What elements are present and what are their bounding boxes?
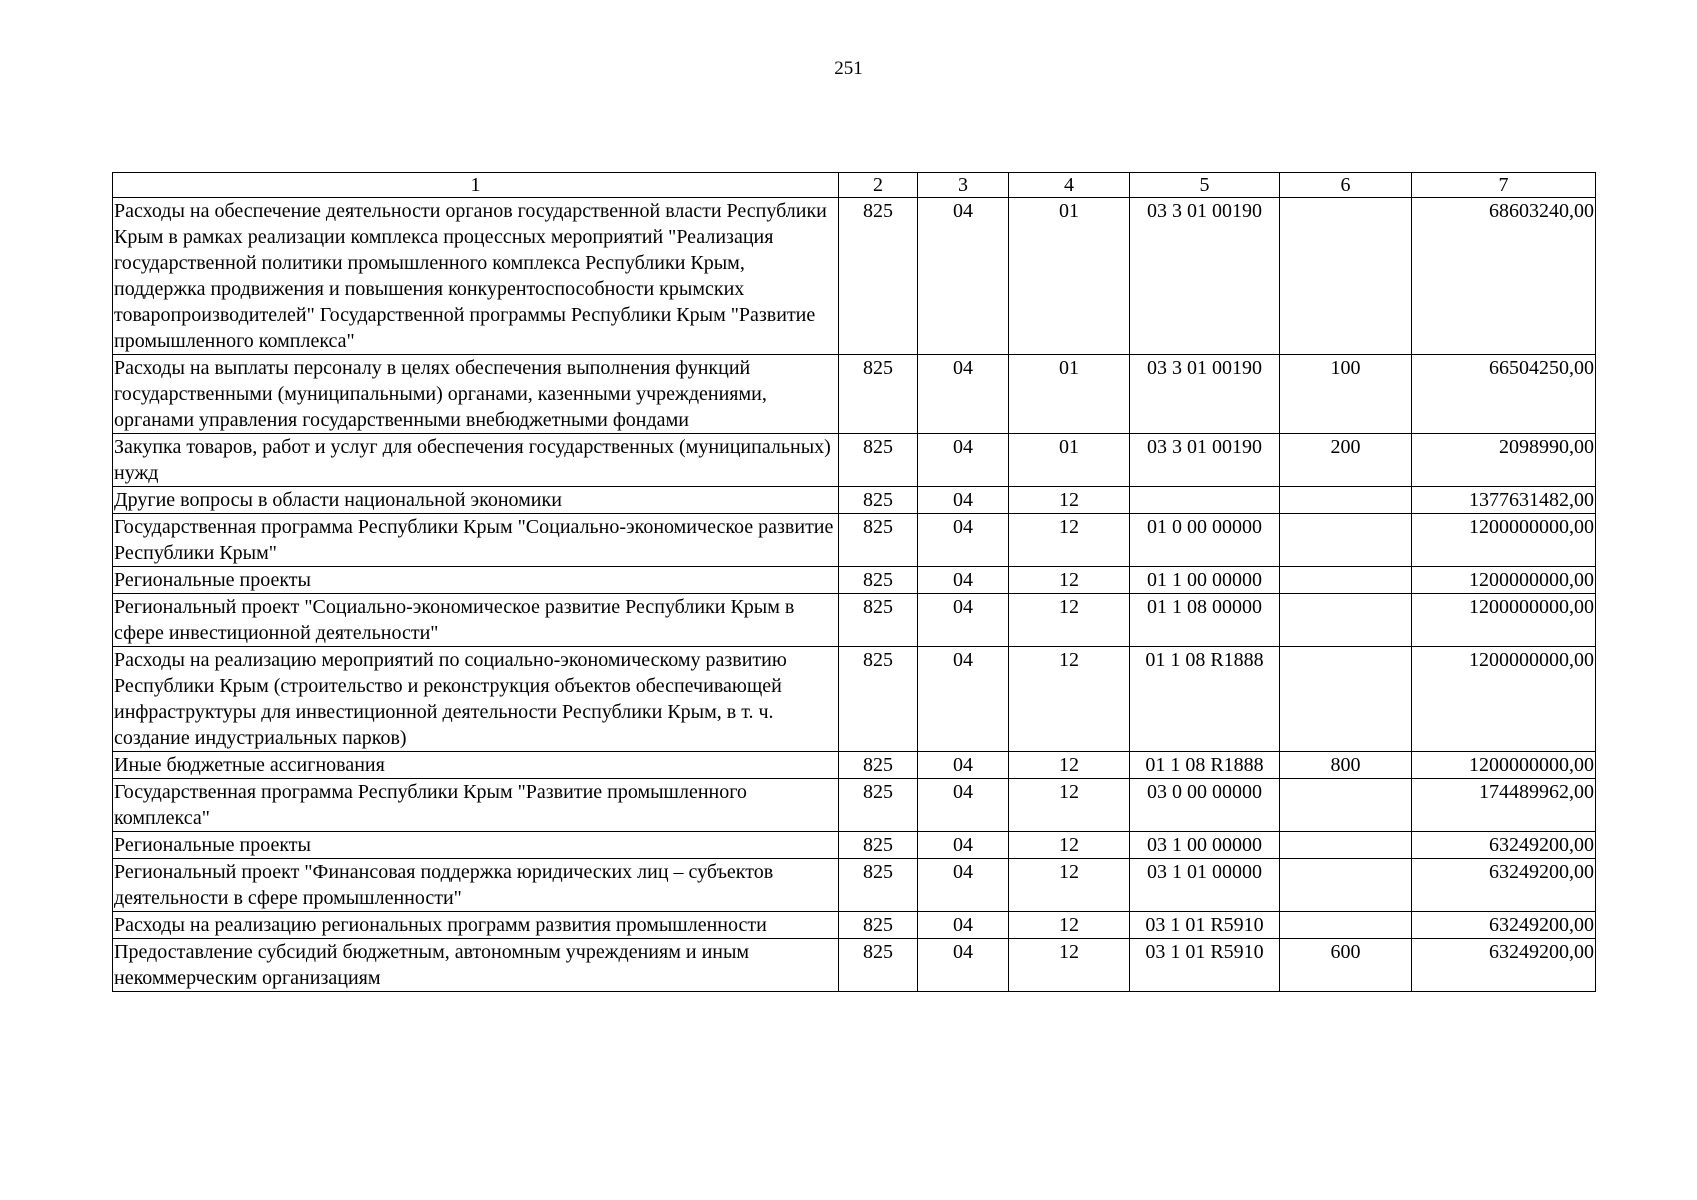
table-row: [113, 434, 1596, 487]
row-expense-type-cell: [1280, 859, 1412, 912]
row-expense-type-cell: [1280, 647, 1412, 752]
row-amount-cell: 63249200,00: [1412, 939, 1596, 992]
row-name-cell: Предоставление субсидий бюджетным, автономным учреждениям и иным некоммерческим организациям: [113, 939, 839, 992]
row-name-cell: Расходы на реализацию мероприятий по социально-экономическому развитию Республики Крым (строительство и реконструкция объектов обеспечивающей инфраструктуры для инвестиционной деятельности Республики Крым, в т. ч. создание индустриальных парков): [113, 647, 839, 752]
row-subsection-cell: 12: [1009, 752, 1130, 779]
header-cell: 5: [1130, 173, 1280, 198]
row-subsection-cell: 12: [1009, 594, 1130, 647]
row-expense-type-cell: [1280, 779, 1412, 832]
row-section-cell: 04: [918, 487, 1009, 514]
row-expense-type-cell: 800: [1280, 752, 1412, 779]
row-expense-type-cell: 600: [1280, 939, 1412, 992]
header-cell: 1: [113, 173, 839, 198]
row-code-cell: 825: [839, 594, 918, 647]
row-code-cell: 825: [839, 912, 918, 939]
table-row: [113, 567, 1596, 594]
row-amount-cell: 1200000000,00: [1412, 567, 1596, 594]
row-target-article-cell: 01 1 08 00000: [1130, 594, 1280, 647]
page-number: 251: [834, 58, 863, 79]
table-body: [113, 198, 1596, 992]
row-subsection-cell: 01: [1009, 434, 1130, 487]
row-section-cell: 04: [918, 355, 1009, 434]
row-section-cell: 04: [918, 434, 1009, 487]
row-amount-cell: 63249200,00: [1412, 859, 1596, 912]
row-target-article-cell: 03 0 00 00000: [1130, 779, 1280, 832]
row-target-article-cell: 01 1 08 R1888: [1130, 647, 1280, 752]
row-section-cell: 04: [918, 939, 1009, 992]
row-target-article-cell: 01 0 00 00000: [1130, 514, 1280, 567]
row-subsection-cell: 12: [1009, 832, 1130, 859]
header-cell: 6: [1280, 173, 1412, 198]
row-section-cell: 04: [918, 859, 1009, 912]
header-cell: 7: [1412, 173, 1596, 198]
row-expense-type-cell: 100: [1280, 355, 1412, 434]
row-section-cell: 04: [918, 912, 1009, 939]
table-row: [113, 647, 1596, 752]
row-subsection-cell: 12: [1009, 567, 1130, 594]
row-section-cell: 04: [918, 647, 1009, 752]
header-cell: 3: [918, 173, 1009, 198]
row-section-cell: 04: [918, 198, 1009, 355]
row-code-cell: 825: [839, 198, 918, 355]
row-name-cell: Региональные проекты: [113, 832, 839, 859]
table-row: [113, 487, 1596, 514]
row-subsection-cell: 12: [1009, 487, 1130, 514]
row-target-article-cell: 03 1 01 R5910: [1130, 939, 1280, 992]
row-code-cell: 825: [839, 514, 918, 567]
row-target-article-cell: 03 3 01 00190: [1130, 355, 1280, 434]
table-row: [113, 752, 1596, 779]
row-amount-cell: 2098990,00: [1412, 434, 1596, 487]
row-name-cell: Иные бюджетные ассигнования: [113, 752, 839, 779]
row-expense-type-cell: [1280, 567, 1412, 594]
table-row: [113, 779, 1596, 832]
header-cell: 4: [1009, 173, 1130, 198]
row-target-article-cell: 03 3 01 00190: [1130, 434, 1280, 487]
row-name-cell: Расходы на обеспечение деятельности органов государственной власти Республики Крым в рамках реализации комплекса процессных мероприятий "Реализация государственной политики промышленного комплекса Республики Крым, поддержка продвижения и повышения конкурентоспособности крымских товаропроизводителей" Государственной программы Республики Крым "Развитие промышленного комплекса": [113, 198, 839, 355]
row-name-cell: Региональный проект "Социально-экономическое развитие Республики Крым в сфере инвестиционной деятельности": [113, 594, 839, 647]
row-code-cell: 825: [839, 752, 918, 779]
row-code-cell: 825: [839, 832, 918, 859]
row-amount-cell: 174489962,00: [1412, 779, 1596, 832]
row-target-article-cell: 01 1 08 R1888: [1130, 752, 1280, 779]
row-target-article-cell: [1130, 487, 1280, 514]
row-expense-type-cell: 200: [1280, 434, 1412, 487]
table-row: [113, 594, 1596, 647]
table-row: [113, 939, 1596, 992]
row-expense-type-cell: [1280, 912, 1412, 939]
row-amount-cell: 1200000000,00: [1412, 647, 1596, 752]
table-row: [113, 514, 1596, 567]
row-code-cell: 825: [839, 859, 918, 912]
row-name-cell: Государственная программа Республики Крым "Социально-экономическое развитие Республики Крым": [113, 514, 839, 567]
row-expense-type-cell: [1280, 514, 1412, 567]
table-row: [113, 859, 1596, 912]
row-amount-cell: 1200000000,00: [1412, 752, 1596, 779]
row-code-cell: 825: [839, 355, 918, 434]
row-section-cell: 04: [918, 594, 1009, 647]
row-amount-cell: 63249200,00: [1412, 912, 1596, 939]
row-amount-cell: 1377631482,00: [1412, 487, 1596, 514]
row-name-cell: Расходы на выплаты персоналу в целях обеспечения выполнения функций государственными (муниципальными) органами, казенными учреждениями, органами управления государственными внебюджетными фондами: [113, 355, 839, 434]
row-subsection-cell: 01: [1009, 355, 1130, 434]
row-section-cell: 04: [918, 779, 1009, 832]
row-target-article-cell: 03 1 01 R5910: [1130, 912, 1280, 939]
row-section-cell: 04: [918, 514, 1009, 567]
row-name-cell: Региональный проект "Финансовая поддержка юридических лиц – субъектов деятельности в сфере промышленности": [113, 859, 839, 912]
row-target-article-cell: 03 1 01 00000: [1130, 859, 1280, 912]
table-row: [113, 198, 1596, 355]
row-subsection-cell: 12: [1009, 514, 1130, 567]
row-code-cell: 825: [839, 487, 918, 514]
row-amount-cell: 68603240,00: [1412, 198, 1596, 355]
row-expense-type-cell: [1280, 487, 1412, 514]
row-subsection-cell: 01: [1009, 198, 1130, 355]
row-section-cell: 04: [918, 752, 1009, 779]
row-expense-type-cell: [1280, 594, 1412, 647]
row-section-cell: 04: [918, 567, 1009, 594]
table-row: [113, 355, 1596, 434]
row-name-cell: Закупка товаров, работ и услуг для обеспечения государственных (муниципальных) нужд: [113, 434, 839, 487]
row-subsection-cell: 12: [1009, 779, 1130, 832]
row-section-cell: 04: [918, 832, 1009, 859]
row-amount-cell: 1200000000,00: [1412, 514, 1596, 567]
row-subsection-cell: 12: [1009, 859, 1130, 912]
row-target-article-cell: 01 1 00 00000: [1130, 567, 1280, 594]
row-subsection-cell: 12: [1009, 912, 1130, 939]
row-expense-type-cell: [1280, 832, 1412, 859]
row-amount-cell: 1200000000,00: [1412, 594, 1596, 647]
table-row: [113, 912, 1596, 939]
row-code-cell: 825: [839, 939, 918, 992]
row-subsection-cell: 12: [1009, 939, 1130, 992]
row-amount-cell: 63249200,00: [1412, 832, 1596, 859]
header-cell: 2: [839, 173, 918, 198]
budget-table: [112, 172, 1596, 992]
row-code-cell: 825: [839, 647, 918, 752]
row-code-cell: 825: [839, 779, 918, 832]
row-subsection-cell: 12: [1009, 647, 1130, 752]
row-amount-cell: 66504250,00: [1412, 355, 1596, 434]
row-code-cell: 825: [839, 567, 918, 594]
row-name-cell: Региональные проекты: [113, 567, 839, 594]
row-target-article-cell: 03 1 00 00000: [1130, 832, 1280, 859]
row-expense-type-cell: [1280, 198, 1412, 355]
row-name-cell: Другие вопросы в области национальной экономики: [113, 487, 839, 514]
table-row: [113, 832, 1596, 859]
row-name-cell: Государственная программа Республики Крым "Развитие промышленного комплекса": [113, 779, 839, 832]
row-target-article-cell: 03 3 01 00190: [1130, 198, 1280, 355]
row-code-cell: 825: [839, 434, 918, 487]
header-row: [113, 173, 1596, 198]
row-name-cell: Расходы на реализацию региональных программ развития промышленности: [113, 912, 839, 939]
